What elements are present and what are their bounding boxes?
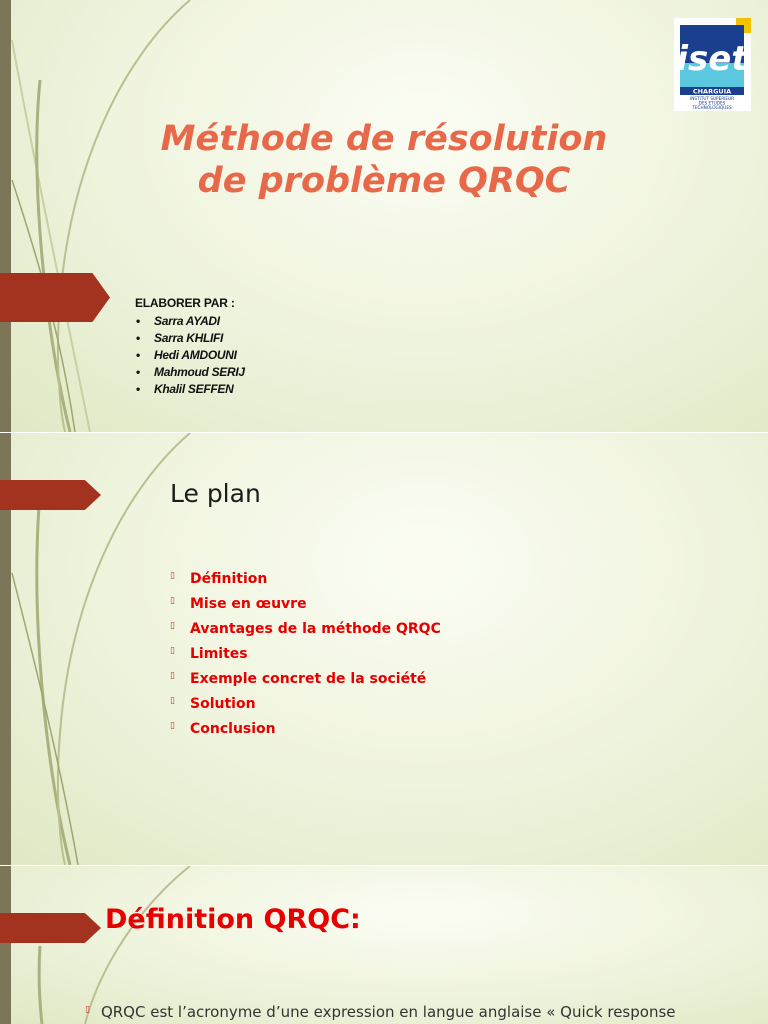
title-tag-shape (0, 273, 110, 322)
list-marker-icon: ▯ (85, 1005, 90, 1015)
logo-subtitle-3: TECHNOLOGIQUES (692, 105, 732, 110)
author-item: • Sarra KHLIFI (136, 331, 224, 345)
plan-item: ▯ Solution (170, 694, 441, 719)
bullet-icon: • (136, 314, 140, 328)
presentation-title (100, 118, 668, 202)
logo-city: CHARGUIA (692, 87, 732, 96)
list-marker-icon: ▯ (170, 571, 175, 581)
section-tag-shape (0, 913, 101, 943)
definition-slide (0, 866, 768, 1024)
title-line-2: de problème QRQC (197, 161, 571, 201)
plan-item: ▯ Définition (170, 569, 441, 594)
left-decorative-band (0, 866, 11, 1024)
bullet-icon: • (136, 365, 140, 379)
plan-item: ▯ Mise en œuvre (170, 594, 441, 619)
definition-paragraph (85, 999, 745, 1023)
authors-list (135, 313, 245, 398)
logo-subtitle-2: DES ETUDES (698, 100, 726, 106)
plan-list (170, 569, 441, 744)
plan-item: ▯ Limites (170, 644, 441, 669)
list-marker-icon: ▯ (170, 671, 175, 681)
author-item: • Khalil SEFFEN (136, 382, 234, 396)
logo-wordmark: iset (676, 39, 748, 79)
authors-heading: ELABORER PAR : (135, 296, 235, 310)
bullet-icon: • (136, 382, 140, 396)
author-item: • Sarra AYADI (136, 314, 220, 328)
title-line-1: Méthode de résolution (160, 119, 608, 159)
author-item: • Mahmoud SERIJ (136, 365, 245, 379)
title-slide (0, 0, 768, 432)
list-marker-icon: ▯ (170, 621, 175, 631)
authors-block (135, 296, 245, 398)
section-tag-shape (0, 480, 101, 510)
institute-logo (674, 18, 751, 111)
plan-title: Le plan (170, 479, 261, 508)
bullet-icon: • (136, 331, 140, 345)
bullet-icon: • (136, 348, 140, 362)
list-marker-icon: ▯ (170, 596, 175, 606)
plan-item: ▯ Avantages de la méthode QRQC (170, 619, 441, 644)
list-marker-icon: ▯ (170, 646, 175, 656)
definition-title: Définition QRQC: (105, 904, 361, 935)
left-decorative-band (0, 0, 11, 432)
definition-text: QRQC est l’acronyme d’une expression en langue anglaise « Quick response (100, 1003, 676, 1021)
plan-item: ▯ Conclusion (170, 719, 441, 744)
plan-slide (0, 433, 768, 865)
logo-subtitle-1: INSTITUT SUPERIEUR (690, 96, 734, 101)
plan-item: ▯ Exemple concret de la société (170, 669, 441, 694)
list-marker-icon: ▯ (170, 721, 175, 731)
list-marker-icon: ▯ (170, 696, 175, 706)
author-item: • Hedi AMDOUNI (136, 348, 237, 362)
